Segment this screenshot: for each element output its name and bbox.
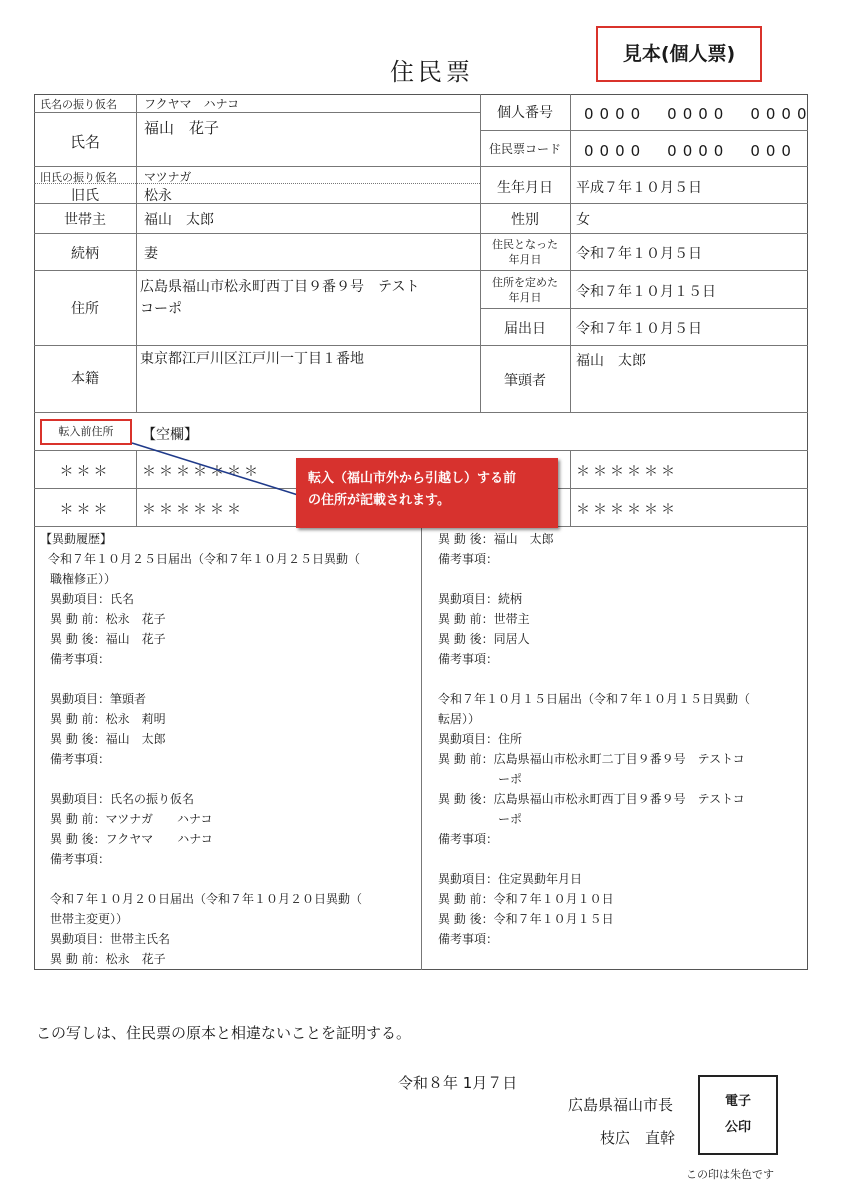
prev-address-label: 転入前住所 xyxy=(40,419,132,445)
seal-text: 電子 xyxy=(724,1094,751,1109)
masked-cell: ＊＊＊ xyxy=(59,464,111,480)
masked-cell: ＊＊＊＊＊＊ xyxy=(576,464,678,480)
became-resident-value: 令和７年１０月５日 xyxy=(576,246,702,262)
page-title: 住民票 xyxy=(390,58,474,86)
notified-value: 令和７年１０月５日 xyxy=(576,321,702,337)
old-furigana-label: 旧氏の振り仮名 xyxy=(40,171,117,184)
callout-note xyxy=(296,458,558,528)
history-line: 異 動 後：令和７年１０月１５日 xyxy=(438,912,614,926)
juki-code-label: 住民票コード xyxy=(488,142,561,156)
hittousha-value: 福山 太郎 xyxy=(576,353,646,369)
masked-cell: ＊＊＊＊＊＊ xyxy=(142,502,244,518)
history-line: 職権修正）） xyxy=(50,572,117,586)
history-line: 異動項目：続柄 xyxy=(438,592,523,606)
honseki-label: 本籍 xyxy=(71,371,99,387)
history-line: 異動項目：氏名の振り仮名 xyxy=(50,792,195,806)
history-line: 異 動 前：松永 莉明 xyxy=(50,712,166,726)
furigana-value: フクヤマ ハナコ xyxy=(144,97,240,111)
history-line: 備考事項： xyxy=(438,652,499,666)
address-value-line1: 広島県福山市松永町西丁目９番９号 テスト xyxy=(140,279,420,295)
juki-code-value: 0000 0000 000 xyxy=(584,142,797,160)
history-line: 令和７年１０月１５日届出（令和７年１０月１５日異動（ xyxy=(438,692,751,706)
history-line: 異 動 後：福山 花子 xyxy=(50,632,166,646)
history-line: 異 動 前：令和７年１０月１０日 xyxy=(438,892,614,906)
history-line: 異 動 後：福山 太郎 xyxy=(438,532,554,546)
official-seal xyxy=(698,1075,778,1155)
history-line: 異 動 前：松永 花子 xyxy=(50,612,166,626)
history-left xyxy=(40,529,362,969)
history-line xyxy=(438,669,750,689)
address-label: 住所 xyxy=(71,301,99,317)
history-line xyxy=(40,869,362,889)
name-value: 福山 花子 xyxy=(144,119,220,137)
address-set-value: 令和７年１０月１５日 xyxy=(576,284,716,300)
birth-value: 平成７年１０月５日 xyxy=(576,180,702,196)
masked-cell: ＊＊＊＊＊＊ xyxy=(576,502,678,518)
honseki-value: 東京都江戸川区江戸川一丁目１番地 xyxy=(140,351,364,367)
history-line xyxy=(438,849,750,869)
birth-label: 生年月日 xyxy=(497,180,553,196)
history-line: 異動項目：住所 xyxy=(438,732,523,746)
prev-address-value: 【空欄】 xyxy=(142,427,198,443)
history-line: 世帯主変更）） xyxy=(50,912,129,926)
callout-text: 転入（福山市外から引越し）する前 xyxy=(308,471,517,486)
mynumber-label: 個人番号 xyxy=(497,105,553,121)
became-resident-label-2: 年月日 xyxy=(508,253,542,266)
history-right xyxy=(438,529,750,949)
history-line: 令和７年１０月２５日届出（令和７年１０月２５日異動（ xyxy=(48,552,361,566)
address-value-line2: コーポ xyxy=(140,301,182,317)
history-line: 異 動 後：同居人 xyxy=(438,632,530,646)
history-line xyxy=(40,769,362,789)
history-line: 異動項目：住定異動年月日 xyxy=(438,872,583,886)
masked-cell: ＊＊＊ xyxy=(59,502,111,518)
became-resident-label: 住民となった xyxy=(492,238,558,251)
mayor-name: 枝広 直幹 xyxy=(600,1129,676,1147)
sample-label: 見本(個人票) xyxy=(596,26,762,82)
relation-label: 続柄 xyxy=(71,246,99,262)
history-line: 備考事項： xyxy=(438,932,499,946)
history-line xyxy=(40,669,362,689)
address-set-label: 住所を定めた xyxy=(492,276,558,289)
history-line: 備考事項： xyxy=(50,852,111,866)
history-line: 備考事項： xyxy=(438,552,499,566)
householder-label: 世帯主 xyxy=(64,212,106,228)
relation-value: 妻 xyxy=(144,246,158,262)
history-line: 令和７年１０月２０日届出（令和７年１０月２０日異動（ xyxy=(50,892,363,906)
name-label: 氏名 xyxy=(69,133,100,151)
history-line: 【異動履歴】 xyxy=(40,532,113,546)
certification-text: この写しは、住民票の原本と相違ないことを証明する。 xyxy=(36,1024,412,1042)
gender-label: 性別 xyxy=(511,212,539,228)
notified-label: 届出日 xyxy=(504,321,546,337)
seal-note: この印は朱色です xyxy=(686,1168,774,1181)
mayor-title: 広島県福山市長 xyxy=(568,1096,674,1114)
history-line: ーポ xyxy=(438,772,523,786)
history-line: ーポ xyxy=(438,812,523,826)
seal-text-2: 公印 xyxy=(724,1120,751,1135)
history-line: 異 動 後：広島県福山市松永町西丁目９番９号 テストコ xyxy=(438,792,745,806)
address-set-label-2: 年月日 xyxy=(508,291,542,304)
old-name-value: 松永 xyxy=(144,188,172,204)
mynumber-value: 0000 0000 0000 xyxy=(584,105,813,123)
furigana-label: 氏名の振り仮名 xyxy=(40,98,117,111)
history-line: 異 動 後：フクヤマ ハナコ xyxy=(50,832,213,846)
history-line: 備考事項： xyxy=(50,752,111,766)
history-line xyxy=(438,569,750,589)
history-line: 異動項目：氏名 xyxy=(50,592,135,606)
history-line: 異 動 前：松永 花子 xyxy=(50,952,166,966)
householder-value: 福山 太郎 xyxy=(144,212,214,228)
history-line: 異 動 前：広島県福山市松永町二丁目９番９号 テストコ xyxy=(438,752,745,766)
history-line: 備考事項： xyxy=(50,652,111,666)
gender-value: 女 xyxy=(576,212,590,228)
history-line: 異 動 前：世帯主 xyxy=(438,612,530,626)
history-line: 異 動 前：マツナガ ハナコ xyxy=(50,812,213,826)
history-line: 備考事項： xyxy=(438,832,499,846)
hittousha-label: 筆頭者 xyxy=(504,373,546,389)
masked-cell: ＊＊＊＊＊＊＊ xyxy=(142,464,261,480)
history-line: 転居）） xyxy=(438,712,481,726)
old-furigana-value: マツナガ xyxy=(144,170,192,184)
issue-date: 令和８年 1月７日 xyxy=(398,1074,518,1092)
history-line: 異動項目：筆頭者 xyxy=(50,692,147,706)
old-name-label: 旧氏 xyxy=(71,188,99,204)
history-line: 異 動 後：福山 太郎 xyxy=(50,732,166,746)
callout-text-2: の住所が記載されます。 xyxy=(308,493,450,508)
history-line: 異動項目：世帯主氏名 xyxy=(50,932,171,946)
